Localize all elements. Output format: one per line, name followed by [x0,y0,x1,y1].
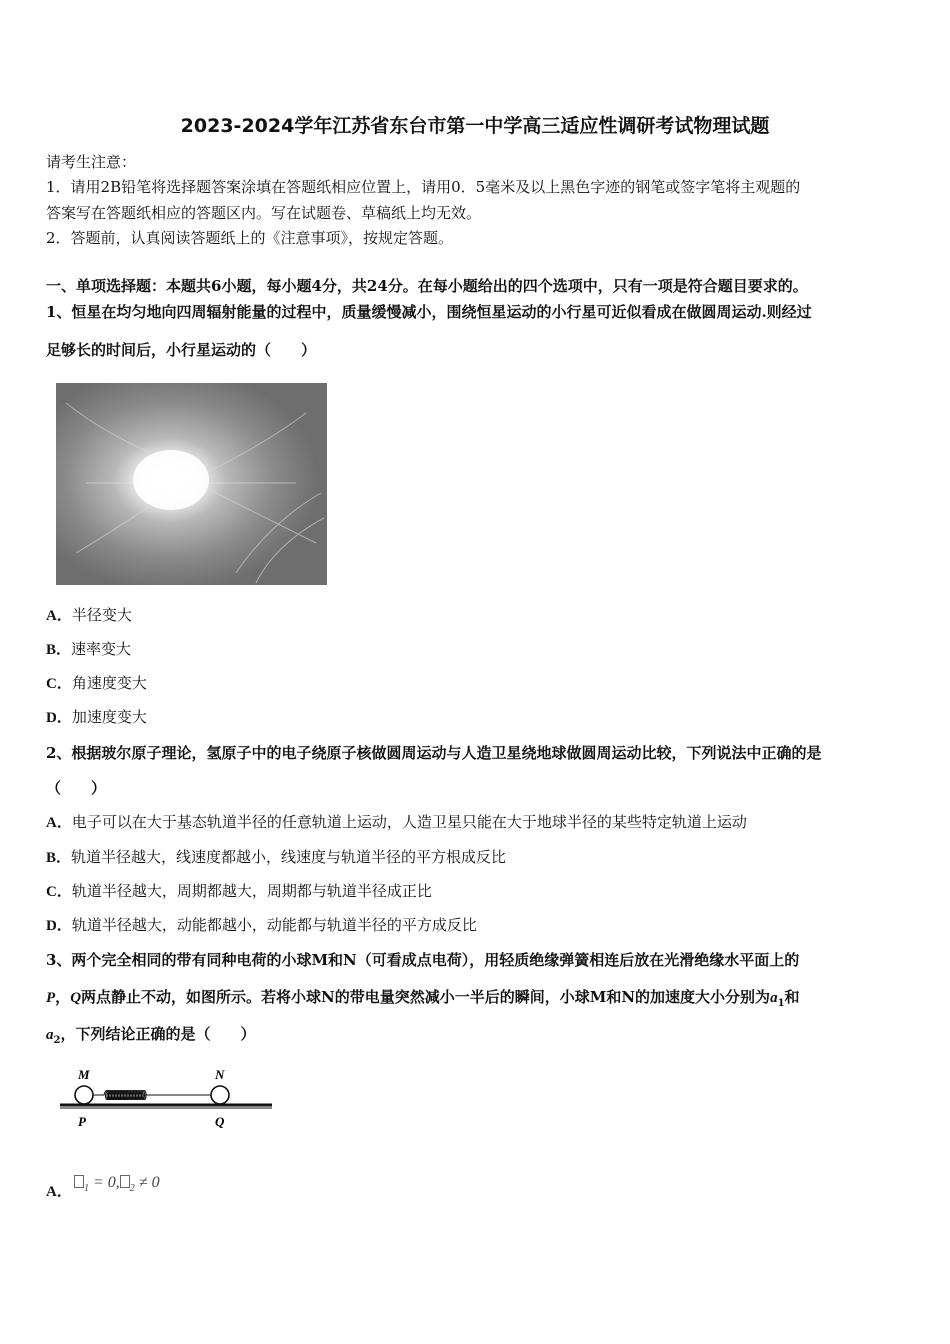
option-text: 加速度变大 [71,708,147,726]
page-title: 2023-2024学年江苏省东台市第一中学高三适应性调研考试物理试题 [180,115,770,137]
q2-stem-line2: （ ） [46,779,107,797]
stem-tail: ，下列结论正确的是（ ） [60,1025,256,1043]
q3-stem-line2 [46,987,800,1014]
option-letter: D． [46,918,72,934]
label-q: Q [215,1114,225,1129]
notice-item-1: 1．请用2B铅笔将选择题答案涂填在答题纸相应位置上，请用0．5毫米及以上黑色字迹的钢笔或签字笔将主观题的 [46,178,801,196]
formula-sub-2: 2 [129,1183,135,1195]
and-word: 和 [784,988,800,1006]
star-photo [56,383,327,585]
q1-stem-line2: 足够长的时间后，小行星运动的（ ） [46,341,317,359]
label-p: P [78,1114,86,1129]
stem-mid: 两点静止不动，如图所示。若将小球N的带电量突然减小一半后的瞬间，小球M和N的加速度大小分别为 [81,988,771,1006]
label-m: M [78,1067,90,1082]
q1-option-d [46,707,147,728]
point-p: P [46,990,56,1006]
q2-stem-line1: 2、根据玻尔原子理论，氢原子中的电子绕原子核做圆周运动与人造卫星绕地球做圆周运动比较，下列说法中正确的是 [46,744,822,762]
option-text: 轨道半径越大，动能都越小，动能都与轨道半径的平方成反比 [71,916,477,934]
notice-item-2: 2．答题前，认真阅读答题纸上的《注意事项》，按规定答题。 [46,229,454,247]
notice-item-1-cont: 答案写在答题纸相应的答题区内。写在试题卷、草稿纸上均无效。 [46,204,482,222]
q1-option-a [46,605,132,626]
option-letter: A． [46,608,72,624]
q2-option-d [46,915,477,936]
missing-glyph-icon [74,1175,84,1188]
ball-m [75,1086,93,1104]
q1-stem-line1: 1、恒星在均匀地向四周辐射能量的过程中，质量缓慢减小，围绕恒星运动的小行星可近似看成在做圆周运动.则经过 [46,303,812,321]
option-letter: C． [46,676,72,692]
option-text: 速率变大 [71,640,132,658]
option-text: 轨道半径越大，线速度都越小，线速度与轨道半径的平方根成反比 [71,848,507,866]
q3-option-a [46,1181,72,1202]
option-letter: B． [46,850,72,866]
option-text: 角速度变大 [71,674,147,692]
accel-a2: a [46,1027,54,1043]
spring-coil [93,1091,211,1100]
spring-diagram [56,1062,276,1132]
formula-part-2: ≠ 0 [138,1174,160,1191]
option-text: 电子可以在大于基态轨道半径的任意轨道上运动，人造卫星只能在大于地球半径的某些特定轨道上运动 [71,813,747,831]
ball-n [211,1086,229,1104]
formula-sub-1: 1 [84,1183,89,1195]
notice-heading: 请考生注意： [46,153,137,171]
accel-a1: a [770,990,778,1006]
q1-option-c [46,673,147,694]
option-letter: D． [46,710,72,726]
q2-option-a [46,812,747,833]
option-text: 轨道半径越大，周期都越大，周期都与轨道半径成正比 [71,882,432,900]
q3-option-a-formula [74,1174,160,1194]
q3-stem-line3 [46,1024,255,1051]
option-text: 半径变大 [71,606,132,624]
label-n: N [215,1067,225,1082]
formula-part-1: = 0, [93,1174,120,1191]
accel-a1-sub: 1 [777,998,785,1009]
option-letter: A． [46,1184,72,1200]
accel-a2-sub: 2 [53,1035,61,1046]
option-letter: C． [46,884,72,900]
q1-option-b [46,639,131,660]
point-q: Q [70,990,82,1006]
section-header: 一、单项选择题：本题共6小题，每小题4分，共24分。在每小题给出的四个选项中，只有一项是符合题目要求的。 [46,277,808,295]
q3-stem-line1: 3、两个完全相同的带有同种电荷的小球M和N（可看成点电荷），用轻质绝缘弹簧相连后放在光滑绝缘水平面上的 [46,951,800,969]
option-letter: A． [46,815,72,831]
missing-glyph-icon [120,1175,130,1188]
option-letter: B． [46,642,72,658]
separator: ， [55,988,71,1006]
q2-option-c [46,881,432,902]
q2-option-b [46,847,506,868]
